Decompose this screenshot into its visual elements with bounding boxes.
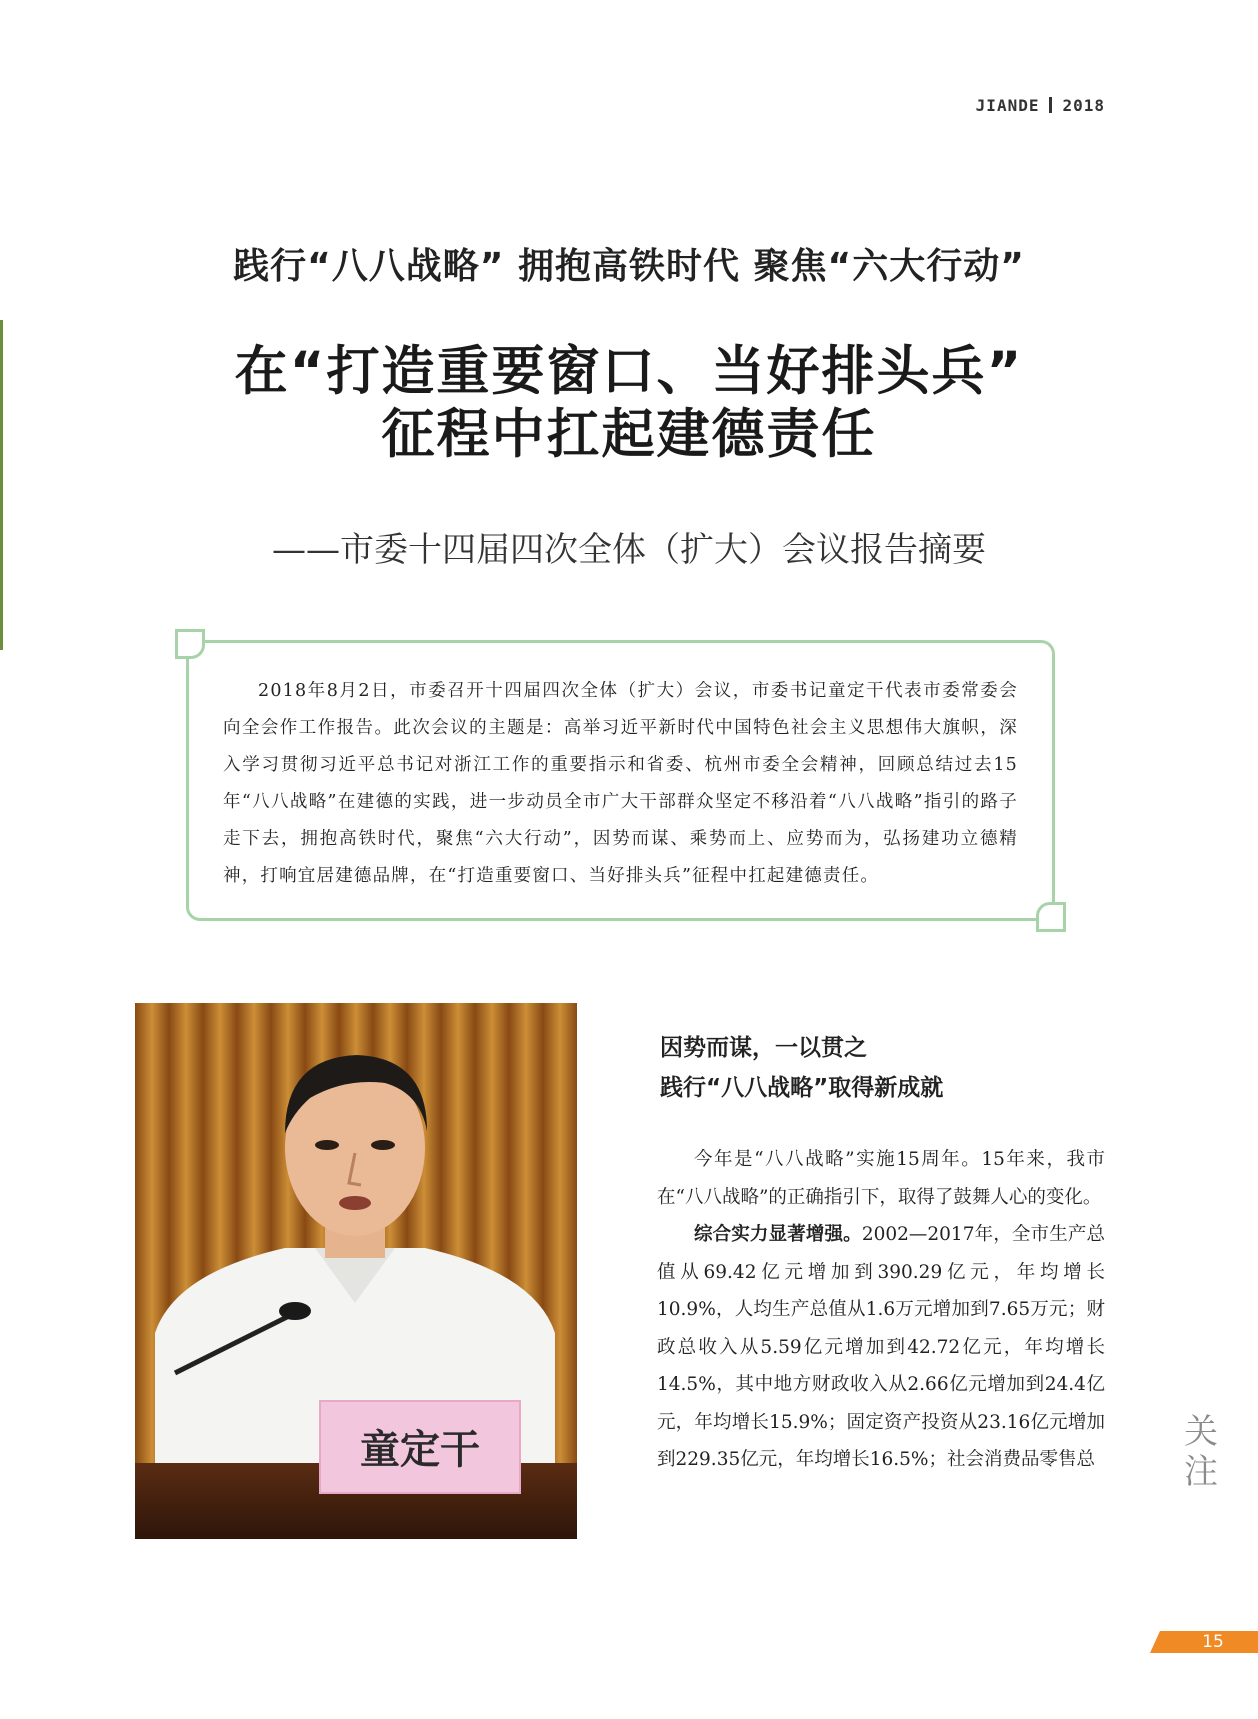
main-title-line1: 在“打造重要窗口、当好排头兵”	[234, 341, 1024, 402]
speaker-photo-illustration	[135, 1003, 577, 1539]
subtitle: ——市委十四届四次全体（扩大）会议报告摘要	[272, 530, 986, 570]
paragraph-lead: 综合实力显著增强。	[694, 1224, 862, 1245]
section-heading	[660, 1028, 1110, 1108]
header-year: 2018	[1062, 96, 1105, 115]
summary-box	[186, 640, 1055, 921]
speaker-photo	[135, 1003, 577, 1539]
nameplate-text: 童定干	[360, 1426, 480, 1473]
page-number: 15	[1202, 1632, 1224, 1652]
running-header	[976, 96, 1105, 115]
body-paragraph-2	[657, 1216, 1105, 1479]
header-brand: JIANDE	[975, 96, 1040, 115]
paragraph-2-text: 2002—2017年，全市生产总值从69.42亿元增加到390.29亿元，年均增长10.9%，人均生产总值从1.6万元增加到7.65万元；财政总收入从5.59亿元增加到42.72亿元，年均增长14.5%，其中地方财政收入从2.66亿元增加到24.4亿元，年均增长15.9%；固定资产投资从23.16亿元增加到229.35亿元，年均增长16.5%；社会消费品零售总	[657, 1224, 1105, 1470]
section-side-tag: 关注	[1184, 1412, 1218, 1492]
section-heading-line2: 践行“八八战略”取得新成就	[660, 1075, 944, 1101]
body-paragraph-1: 今年是“八八战略”实施15周年。15年来，我市在“八八战略”的正确指引下，取得了鼓舞人心的变化。	[657, 1149, 1105, 1208]
body-text	[657, 1141, 1105, 1479]
kicker-headline: 践行“八八战略” 拥抱高铁时代 聚焦“六大行动”	[233, 246, 1025, 287]
header-divider	[1049, 97, 1052, 113]
summary-text: 2018年8月2日，市委召开十四届四次全体（扩大）会议，市委书记童定干代表市委常委会向全会作工作报告。此次会议的主题是：高举习近平新时代中国特色社会主义思想伟大旗帜，深入学习贯彻习近平总书记对浙江工作的重要指示和省委、杭州市委全会精神，回顾总结过去15年“八八战略”在建德的实践，进一步动员全市广大干部群众坚定不移沿着“八八战略”指引的路子走下去，拥抱高铁时代，聚焦“六大行动”，因势而谋、乘势而上、应势而为，弘扬建功立德精神，打响宜居建德品牌，在“打造重要窗口、当好排头兵”征程中扛起建德责任。	[223, 681, 1018, 886]
main-title	[0, 340, 1258, 466]
section-heading-line1: 因势而谋，一以贯之	[660, 1035, 867, 1061]
main-title-line2: 征程中扛起建德责任	[381, 404, 877, 465]
